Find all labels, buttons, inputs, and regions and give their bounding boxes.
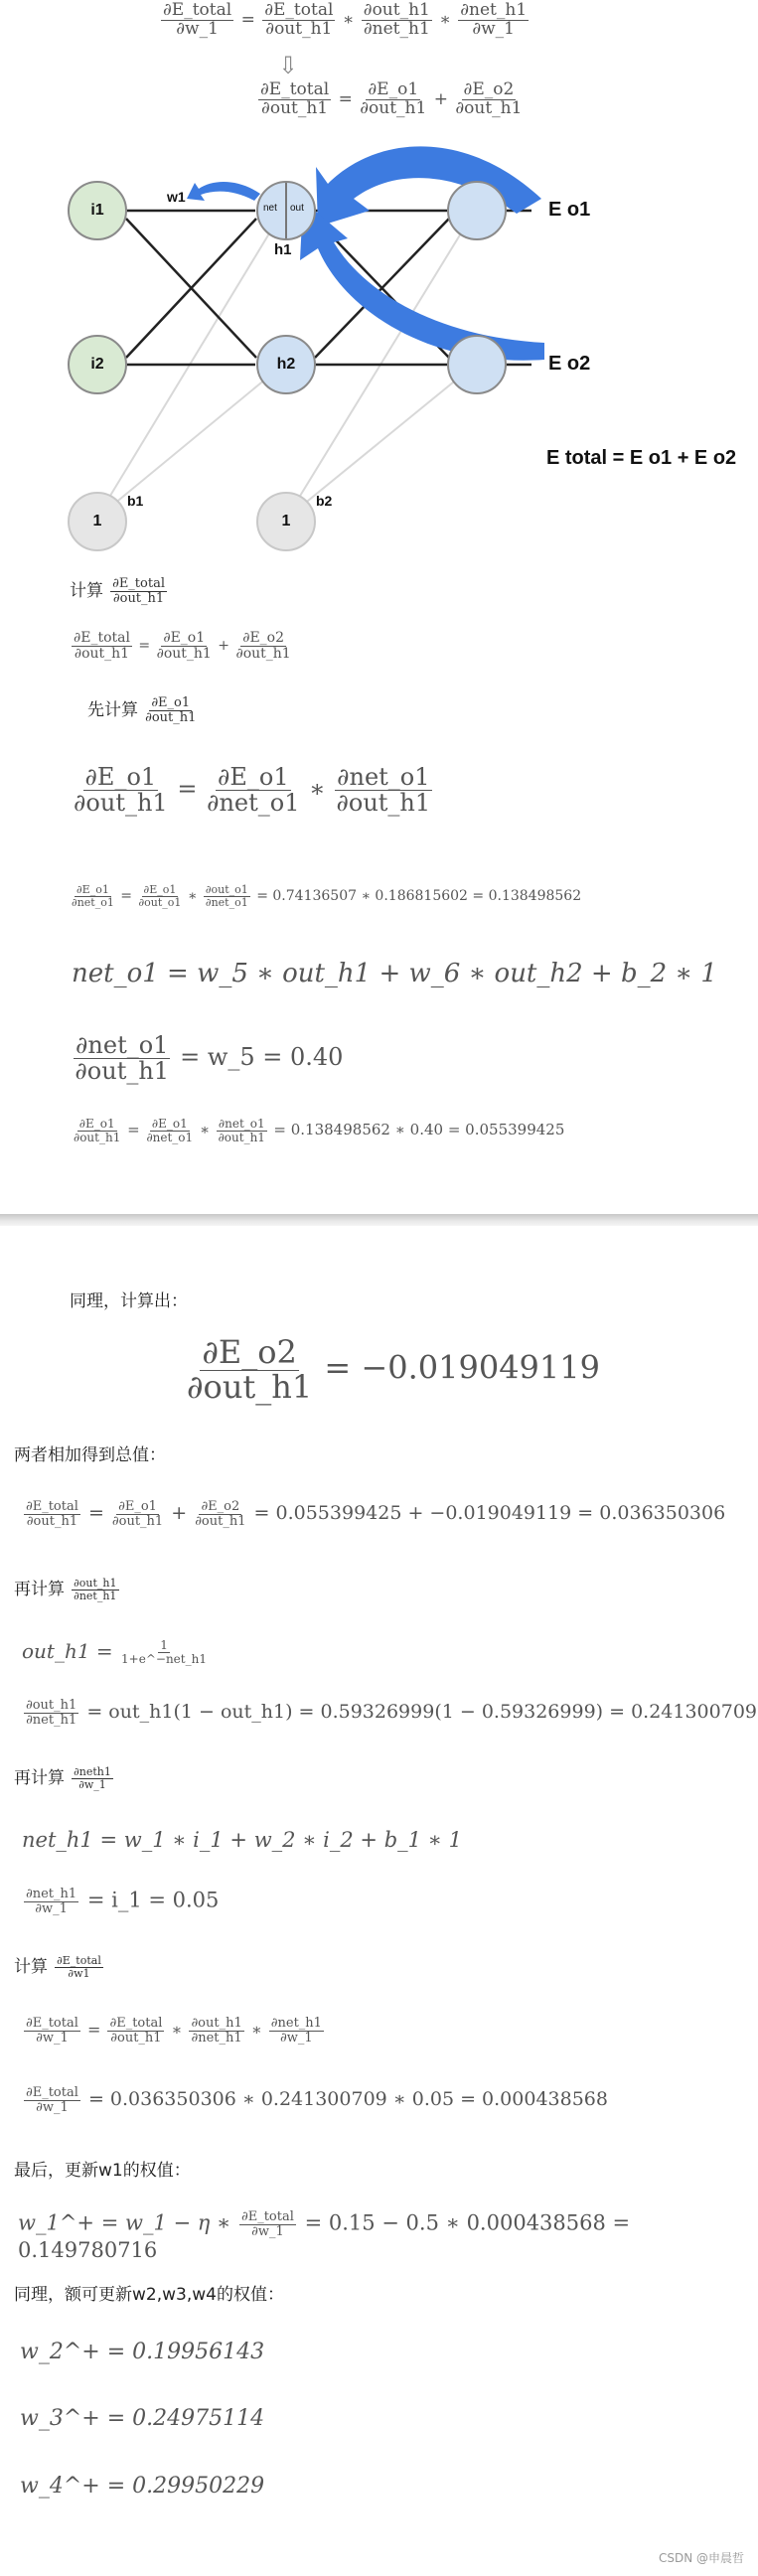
frac-den: ∂net_o1: [146, 1130, 194, 1144]
recalc-prefix: 再计算: [14, 1580, 65, 1599]
frac-den: ∂w1: [68, 1967, 90, 1980]
h1-out-label: out: [290, 203, 304, 214]
eq-rhs: = 0.036350306 ∗ 0.241300709 ∗ 0.05 = 0.000438568: [87, 2088, 608, 2111]
input-node-i1: [68, 181, 127, 240]
frac-num: ∂E_total: [26, 1499, 78, 1514]
frac-den: ∂net_h1: [363, 18, 430, 39]
frac-den: ∂w_1: [280, 2030, 313, 2046]
frac-num: ∂E_o1: [217, 763, 289, 791]
frac-den: ∂net_h1: [74, 1590, 117, 1602]
frac-num: ∂E_o1: [368, 79, 419, 99]
frac-num: ∂net_h1: [460, 0, 528, 20]
frac-num: 1: [160, 1638, 168, 1653]
eo2-label: E o2: [548, 353, 591, 375]
frac-den: ∂net_o1: [72, 895, 114, 909]
frac-num: ∂E_o1: [84, 763, 157, 791]
frac-den: ∂out_h1: [26, 1513, 78, 1529]
frac-den: ∂out_h1: [145, 710, 197, 725]
eq-rhs: = 0.055399425 + −0.019049119 = 0.036350306: [253, 1502, 726, 1525]
eq-total-outh1: $\frac{\text{∂E\_total}}{\text{∂out\_h1}}$ = $\frac{\partial E\_o1}{\text{∂out\_h1}}$ + $\frac{\partial E\_o2}{\text{∂out\_h1}}$ = 0.055399425 + −0.019049119 = 0.036350306: [26, 1499, 726, 1529]
frac-num: ∂neth1: [74, 1765, 111, 1779]
frac-den: ∂w_1: [472, 18, 516, 39]
frac-den: ∂out_h1: [156, 645, 212, 662]
section-separator: [0, 1214, 758, 1226]
eq-dnet-h1: [22, 1888, 219, 1915]
eq-rhs: = out_h1(1 − out_h1) = 0.59326999(1 − 0.59326999) = 0.241300709: [86, 1701, 757, 1724]
b1-label: b1: [127, 493, 144, 509]
frac-num: ∂E_o2: [463, 79, 515, 99]
h1-net-label: net: [263, 203, 277, 214]
frac-num: ∂net_o1: [218, 1117, 265, 1131]
eq-eo2-outh1: [185, 1333, 600, 1406]
frac-den: ∂w_1: [78, 1778, 106, 1791]
frac-den: ∂out_h1: [110, 2030, 162, 2046]
frac-num: ∂E_total: [74, 630, 130, 646]
eq-rhs: = 0.138498562 ∗ 0.40 = 0.055399425: [273, 1121, 565, 1139]
eq-eo1-outh1: $\frac{\partial E\_o1}{\text{∂out\_h1}}$ = $\frac{\partial E\_o1}{\text{∂net\_o1}}$ ∗ $\frac{\text{∂net\_o1}}{\text{∂out\_h1}}$ = 0.138498562 ∗ 0.40 = 0.055399425: [74, 1117, 565, 1144]
recalc2-line: [14, 1763, 115, 1791]
frac-den: ∂net_o1: [207, 789, 300, 818]
frac-num: ∂E_o1: [143, 883, 177, 896]
h1-divider: [285, 183, 287, 238]
calc3-line: [14, 1952, 105, 1980]
eq-rhs: = −0.019049119: [324, 1348, 600, 1387]
frac-den: ∂out_h1: [218, 1130, 265, 1144]
frac-den: ∂out_h1: [111, 1513, 164, 1529]
eq-chain-w1: $\frac{\text{∂E\_total}}{\partial w\_1}$ = $\frac{\text{∂E\_total}}{\text{∂out\_h1}}$ ∗ $\frac{\text{∂out\_h1}}{\text{∂net\_h1}}$ ∗ $\frac{\text{∂net\_h1}}{\partial w\_1}$: [26, 2016, 322, 2046]
eq-update-w1: [18, 2210, 758, 2262]
frac-den: ∂w_1: [35, 1900, 68, 1916]
frac-den: ∂out_h1: [455, 97, 523, 118]
eq-rhs: = i_1 = 0.05: [86, 1888, 220, 1912]
eq-out-h1: [22, 1639, 209, 1666]
frac-num: ∂net_h1: [270, 2016, 322, 2031]
frac-den: ∂out_h1: [265, 18, 333, 39]
eq-rhs: = w_5 = 0.40: [180, 1043, 344, 1072]
w1-label: w1: [167, 189, 186, 205]
recalc-line: [14, 1575, 121, 1602]
first-prefix: 先计算: [87, 700, 138, 720]
frac-num: ∂E_o1: [163, 630, 206, 646]
frac-num: ∂out_h1: [74, 1577, 117, 1591]
frac-den: ∂out_h1: [74, 645, 130, 662]
eq-lhs: out_h1 =: [22, 1639, 113, 1663]
frac-den: ∂out_h1: [112, 591, 165, 606]
frac-den: ∂out_h1: [74, 1130, 121, 1144]
frac-den: ∂out_h1: [74, 789, 168, 818]
csdn-watermark: CSDN @申晨哲: [658, 2551, 744, 2565]
frac-num: ∂E_total: [264, 0, 334, 20]
eq-sum-split: $\frac{\text{∂E\_total}}{\text{∂out\_h1}}$ = $\frac{\partial E\_o1}{\text{∂out\_h1}}$ + $\frac{\partial E\_o2}{\text{∂out\_h1}}$: [74, 630, 291, 662]
bias-edge: [286, 365, 475, 519]
frac-den: ∂out_h1: [360, 97, 427, 118]
frac-num: ∂E_o1: [118, 1499, 157, 1514]
node-label: h2: [276, 356, 296, 373]
frac-den: ∂w_1: [251, 2223, 284, 2239]
frac-num: ∂E_total: [240, 2209, 294, 2224]
frac-num: ∂E_o1: [78, 1117, 115, 1131]
frac-num: ∂out_h1: [191, 2016, 242, 2031]
same-calc-text: 同理，计算出：: [70, 1291, 188, 1311]
h1-label: h1: [274, 241, 292, 258]
eq-dnet-o1: [72, 1033, 343, 1084]
frac-num: ∂E_o1: [151, 1117, 188, 1131]
final-update-text: 最后，更新w1的权值：: [14, 2161, 191, 2181]
eo1-label: E o1: [548, 199, 591, 221]
frac-den: ∂out_h1: [336, 789, 431, 818]
frac-num: ∂E_total: [163, 0, 232, 20]
frac-den: ∂out_h1: [195, 1513, 246, 1529]
output-node-o1: [447, 181, 507, 240]
frac-den: ∂out_h1: [187, 1367, 313, 1406]
bias-node-b1: [68, 492, 127, 551]
first-calc-line: [87, 695, 198, 725]
w3-updated: w_3^+ = 0.24975114: [20, 2406, 265, 2431]
frac-num: ∂out_h1: [26, 1698, 77, 1713]
recalc2-prefix: 再计算: [14, 1768, 65, 1788]
frac-num: ∂E_total: [260, 79, 330, 99]
eq-chain-w1-value: [22, 2086, 608, 2114]
frac-den: ∂net_h1: [191, 2030, 242, 2046]
w2-updated: w_2^+ = 0.19956143: [20, 2340, 265, 2364]
w4-updated: w_4^+ = 0.29950229: [20, 2474, 265, 2499]
frac-den: 1+e^−net_h1: [121, 1652, 207, 1666]
eq-rhs: = 0.74136507 ∗ 0.186815602 = 0.138498562: [256, 888, 582, 905]
top-formula-1: $\frac{\text{∂E\_total}}{\partial w\_1}$ = $\frac{\text{∂E\_total}}{\text{∂out\_h1}}$ ∗ $\frac{\text{∂out\_h1}}{\text{∂net\_h1}}$ ∗ $\frac{\text{∂net\_h1}}{\partial w\_1}$: [163, 0, 528, 39]
frac-num: ∂E_o1: [151, 695, 191, 711]
hidden-node-h1: [256, 181, 316, 240]
frac-num: ∂net_o1: [337, 763, 430, 791]
frac-den: ∂net_o1: [205, 895, 248, 909]
frac-den: ∂out_h1: [261, 97, 329, 118]
frac-den: ∂out_h1: [235, 645, 291, 662]
frac-num: ∂E_o2: [242, 630, 284, 646]
eq-dout-h1: [22, 1699, 757, 1727]
eq-lhs: w_1^+ = w_1 − η ∗: [18, 2210, 231, 2235]
down-arrow-icon: ⇩: [278, 52, 299, 79]
b2-label: b2: [316, 493, 333, 509]
sum-text: 两者相加得到总值：: [14, 1445, 166, 1465]
frac-num: ∂E_total: [109, 2016, 163, 2031]
top-formula-2: $\frac{\text{∂E\_total}}{\text{∂out\_h1}}$ = $\frac{\partial E\_o1}{\text{∂out\_h1}}$ + $\frac{\partial E\_o2}{\text{∂out\_h1}}$: [260, 79, 523, 118]
output-node-o2: [447, 335, 507, 394]
eq-net-o1: net_o1 = w_5 ∗ out_h1 + w_6 ∗ out_h2 + b_2 ∗ 1: [72, 959, 717, 988]
node-label: 1: [281, 513, 291, 530]
frac-den: ∂out_h1: [75, 1057, 170, 1086]
frac-num: ∂out_o1: [205, 883, 248, 896]
frac-num: ∂net_h1: [26, 1887, 77, 1901]
frac-num: ∂E_total: [112, 576, 165, 592]
eq-rhs: = 0.15 − 0.5 ∗ 0.000438568 = 0.149780716: [18, 2210, 631, 2263]
frac-den: ∂w_1: [36, 2030, 69, 2046]
frac-num: ∂E_total: [57, 1954, 101, 1968]
frac-num: ∂E_o2: [201, 1499, 240, 1514]
calc3-prefix: 计算: [14, 1957, 48, 1977]
input-node-i2: [68, 335, 127, 394]
backprop-arrow-w1: [187, 182, 260, 201]
eq-eo1-neto1: $\frac{\partial E\_o1}{\text{∂net\_o1}}$ = $\frac{\partial E\_o1}{\text{∂out\_o1}}$ ∗ $\frac{\text{∂out\_o1}}{\text{∂net\_o1}}$ = 0.74136507 ∗ 0.186815602 = 0.138498562: [72, 883, 582, 909]
frac-num: ∂net_o1: [76, 1031, 169, 1059]
frac-num: ∂E_total: [26, 2016, 78, 2031]
backprop-arrow-eo1: [316, 146, 541, 227]
bias-node-b2: [256, 492, 316, 551]
frac-den: ∂out_o1: [138, 895, 182, 909]
frac-den: ∂w_1: [36, 2099, 69, 2115]
frac-num: ∂E_o2: [202, 1333, 297, 1371]
frac-num: ∂E_o1: [76, 883, 109, 896]
frac-num: ∂out_h1: [363, 0, 430, 20]
calc-line: [70, 576, 169, 606]
etotal-label: E total = E o1 + E o2: [546, 447, 737, 469]
same-update-text: 同理，额可更新w2,w3,w4的权值：: [14, 2285, 284, 2305]
frac-den: ∂net_h1: [26, 1712, 77, 1728]
eq-chain-o1: $\frac{\partial E\_o1}{\text{∂out\_h1}}$ = $\frac{\partial E\_o1}{\text{∂net\_o1}}$ ∗ $\frac{\text{∂net\_o1}}{\text{∂out\_h1}}$: [74, 763, 431, 818]
frac-den: ∂w_1: [176, 18, 219, 39]
bias-edge: [96, 365, 283, 519]
node-label: i1: [90, 202, 104, 219]
node-label: i2: [90, 356, 104, 373]
calc-prefix: 计算: [70, 581, 103, 601]
node-label: 1: [92, 513, 102, 530]
eq-net-h1: net_h1 = w_1 ∗ i_1 + w_2 ∗ i_2 + b_1 ∗ 1: [22, 1828, 462, 1852]
hidden-node-h2: [256, 335, 316, 394]
frac-num: ∂E_total: [26, 2085, 78, 2100]
